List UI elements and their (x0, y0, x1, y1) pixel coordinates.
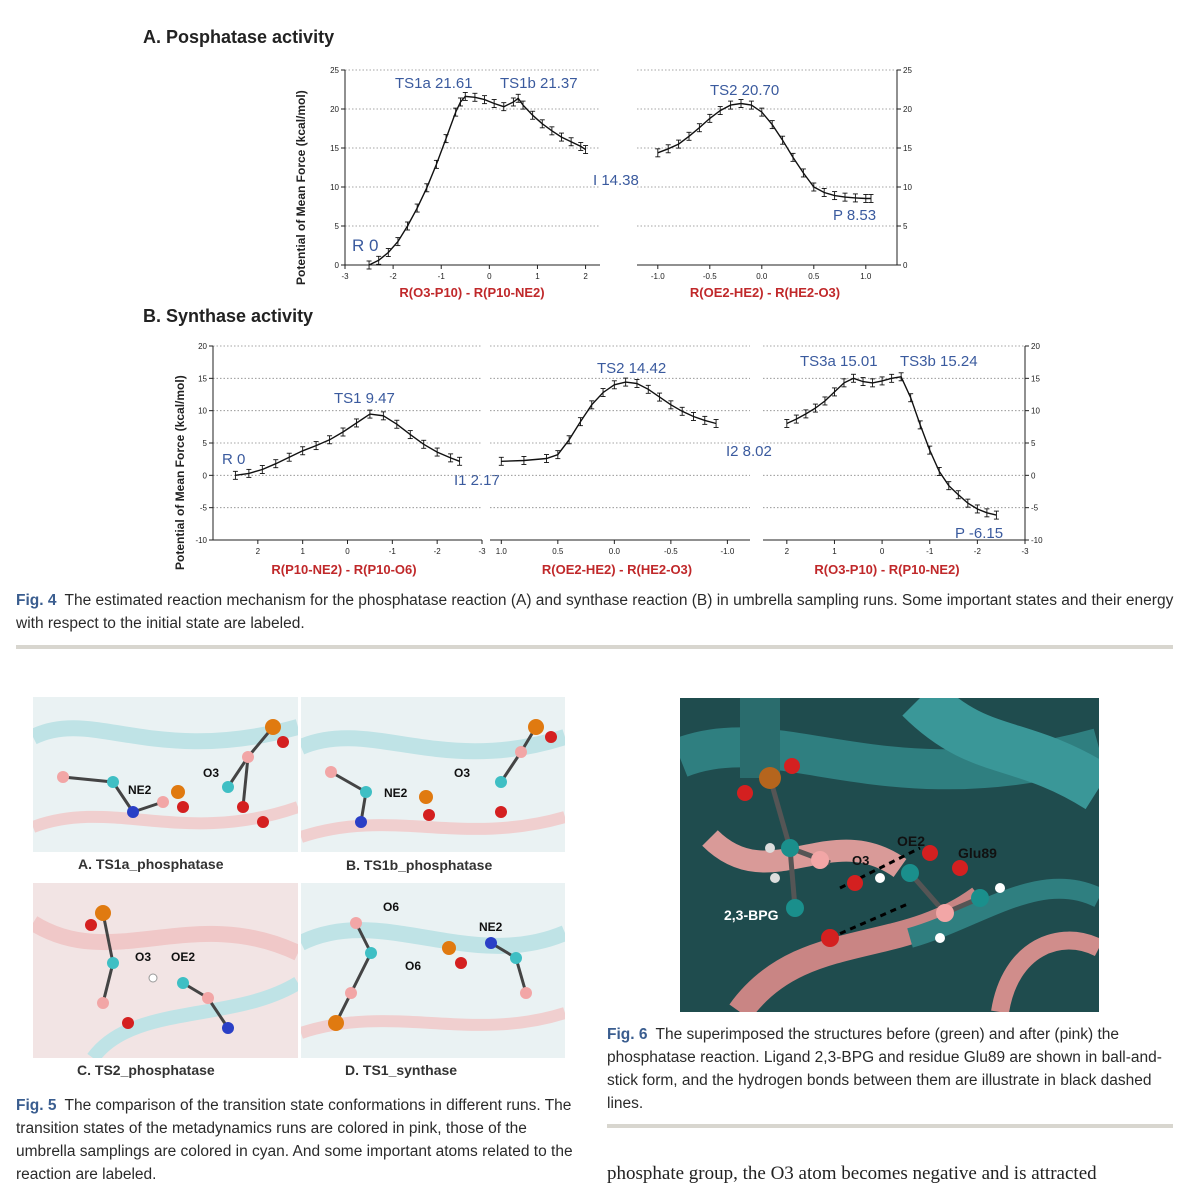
x-tick-label-4: 1 (832, 547, 837, 556)
y-tick-label-right-1: 5 (903, 222, 908, 231)
fig6-caption (607, 1023, 1173, 1115)
annot-b-R: R 0 (222, 451, 246, 468)
y-tick-label-right-1: 25 (903, 66, 912, 75)
x-tick-label-1: 0.5 (808, 272, 820, 281)
atom-label-o3-c: O3 (135, 950, 152, 964)
x-tick-label-3: -0.5 (663, 547, 678, 556)
y-tick-label-2: 0 (202, 471, 207, 481)
series-line-4 (787, 377, 997, 515)
fig5-panel-a-label: A. TS1a_phosphatase (78, 856, 224, 872)
x-tick-label-0: 0 (487, 272, 492, 281)
x-axis-label-a-left: R(O3-P10) - R(P10-NE2) (399, 285, 545, 300)
x-axis-label-b-left: R(P10-NE2) - R(P10-O6) (271, 562, 417, 577)
x-axis-label-a-right: R(OE2-HE2) - R(HE2-O3) (689, 285, 841, 300)
atom-label-oe2-c: OE2 (171, 950, 196, 964)
y-tick-label-right-4: 0 (1031, 471, 1036, 481)
x-tick-label-1: 0.0 (756, 272, 768, 281)
x-tick-label-0: 1 (535, 272, 540, 281)
fig6-text: The superimposed the structures before (green) and after (pink) the phosphatase reaction. Ligand 2,3-BPG and residue Glu89 are shown in ball-and-stick form, and the hydrogen bonds between them are illustrate in black dashed lines. (607, 1026, 1162, 1112)
annot-a-TS2: TS2 20.70 (710, 82, 780, 99)
x-tick-label-0: -2 (389, 272, 397, 281)
fig5-caption (16, 1094, 584, 1186)
y-tick-label-2: 5 (202, 439, 207, 448)
atom-label-o6-d1: O6 (383, 900, 400, 914)
y-tick-label-right-4: -5 (1031, 503, 1039, 513)
annot-b-TS3a: TS3a 15.01 (800, 353, 878, 370)
y-tick-label-2: -5 (199, 503, 207, 513)
atom-label-oe2-fig6: OE2 (897, 833, 926, 849)
x-tick-label-2: -3 (478, 547, 486, 556)
x-tick-label-3: 1.0 (495, 547, 507, 556)
y-tick-label-2: 10 (198, 406, 207, 416)
fig6-image (680, 698, 1099, 1012)
y-tick-label-right-4: 5 (1031, 439, 1036, 448)
x-tick-label-0: 2 (583, 272, 588, 281)
annot-a-P: P 8.53 (833, 207, 877, 224)
fig5-label: Fig. 5 (16, 1097, 57, 1114)
fig4-label: Fig. 4 (16, 592, 57, 609)
fig4-caption (16, 589, 1176, 635)
x-axis-label-b-right: R(O3-P10) - R(P10-NE2) (814, 562, 960, 577)
annot-a-TS1a: TS1a 21.61 (395, 75, 473, 92)
series-line-0 (369, 96, 585, 265)
series-line-3 (501, 382, 716, 461)
y-tick-label-right-1: 15 (903, 144, 912, 153)
atom-label-ne2-d: NE2 (479, 920, 503, 934)
y-tick-label-2: 15 (198, 374, 207, 384)
ligand-label-bpg: 2,3-BPG (724, 907, 779, 923)
fig5-panel-a-image (33, 697, 298, 852)
y-tick-label-right-4: 20 (1031, 342, 1040, 351)
x-tick-label-3: 0.0 (608, 547, 620, 556)
x-tick-label-2: -2 (433, 547, 441, 556)
fig5-panel-b-label: B. TS1b_phosphatase (346, 857, 493, 873)
fig4-charts (0, 50, 1190, 590)
section-b-title: B. Synthase activity (143, 306, 314, 326)
annot-b-TS2: TS2 14.42 (597, 360, 667, 377)
fig5-panel-d-image (301, 883, 565, 1058)
fig5-panel-c-image (33, 883, 298, 1058)
annot-b-P: P -6.15 (955, 525, 1004, 542)
y-tick-label-2: 20 (198, 342, 207, 351)
divider (16, 645, 1173, 649)
annot-a-R: R 0 (352, 236, 379, 255)
y-tick-label-2: -10 (195, 536, 207, 545)
x-tick-label-1: -1.0 (650, 272, 665, 281)
y-tick-label-right-4: -10 (1031, 536, 1043, 545)
x-tick-label-3: -1.0 (720, 547, 735, 556)
body-text-line: phosphate group, the O3 atom becomes negative and is attracted (607, 1163, 1097, 1184)
y-tick-label-right-4: 15 (1031, 374, 1040, 384)
annot-b-TS3b: TS3b 15.24 (900, 353, 978, 370)
y-tick-label-0: 20 (330, 105, 339, 114)
section-a-title: A. Posphatase activity (143, 27, 335, 47)
x-tick-label-4: -3 (1021, 547, 1029, 556)
annot-b-I2: I2 8.02 (726, 443, 772, 460)
atom-label-ne2-a: NE2 (128, 783, 152, 797)
fig5-panel-d-label: D. TS1_synthase (345, 1062, 458, 1078)
x-tick-label-4: -2 (973, 547, 981, 556)
y-tick-label-0: 15 (330, 144, 339, 153)
y-tick-label-right-1: 20 (903, 105, 912, 114)
residue-label-glu89: Glu89 (958, 845, 997, 861)
annot-b-TS1: TS1 9.47 (334, 390, 395, 407)
atom-label-o6-d2: O6 (405, 959, 422, 973)
x-axis-label-b-middle: R(OE2-HE2) - R(HE2-O3) (541, 562, 693, 577)
annot-a-TS1b: TS1b 21.37 (500, 75, 578, 92)
x-tick-label-4: 2 (784, 547, 790, 556)
y-tick-label-right-1: 10 (903, 183, 912, 192)
atom-label-o3-b: O3 (454, 766, 471, 780)
atom-label-ne2-b: NE2 (384, 786, 408, 800)
annot-a-I: I 14.38 (593, 172, 639, 189)
fig5-panel-c-label: C. TS2_phosphatase (77, 1062, 215, 1078)
fig5-panel-b-image (301, 697, 565, 852)
y-axis-label-b: Potential of Mean Force (kcal/mol) (173, 375, 187, 570)
x-tick-label-2: 1 (300, 547, 305, 556)
x-tick-label-2: 0 (345, 547, 350, 556)
x-tick-label-1: -0.5 (702, 272, 717, 281)
y-tick-label-0: 10 (330, 183, 339, 192)
y-tick-label-0: 25 (330, 66, 339, 75)
x-tick-label-4: -1 (926, 547, 934, 556)
y-tick-label-right-4: 10 (1031, 406, 1040, 416)
atom-label-o3-a: O3 (203, 766, 220, 780)
annot-b-I1: I1 2.17 (454, 472, 500, 489)
y-tick-label-0: 0 (334, 261, 339, 270)
y-tick-label-0: 5 (334, 222, 339, 231)
y-tick-label-right-1: 0 (903, 261, 908, 270)
x-tick-label-0: -1 (437, 272, 445, 281)
x-tick-label-3: 0.5 (552, 547, 564, 556)
x-tick-label-2: 2 (255, 547, 261, 556)
x-tick-label-1: 1.0 (860, 272, 872, 281)
fig6-label: Fig. 6 (607, 1026, 648, 1043)
series-line-2 (235, 414, 459, 475)
fig4-text: The estimated reaction mechanism for the phosphatase reaction (A) and synthase reaction (B) in umbrella sampling runs. Some important states and their energy with respect to the initial state are labeled. (16, 592, 1174, 632)
x-tick-label-0: -3 (341, 272, 349, 281)
y-axis-label-a: Potential of Mean Force (kcal/mol) (294, 90, 308, 285)
series-line-1 (658, 104, 871, 199)
fig5-text: The comparison of the transition state conformations in different runs. The transition states of the metadynamics runs are colored in pink, those of the umbrella samplings are colored in cyan. And some important atoms related to the reaction are labeled. (16, 1097, 573, 1183)
x-tick-label-2: -1 (388, 547, 396, 556)
atom-label-o3-fig6: O3 (852, 853, 870, 868)
divider-fig6 (607, 1124, 1173, 1128)
x-tick-label-4: 0 (879, 547, 885, 556)
